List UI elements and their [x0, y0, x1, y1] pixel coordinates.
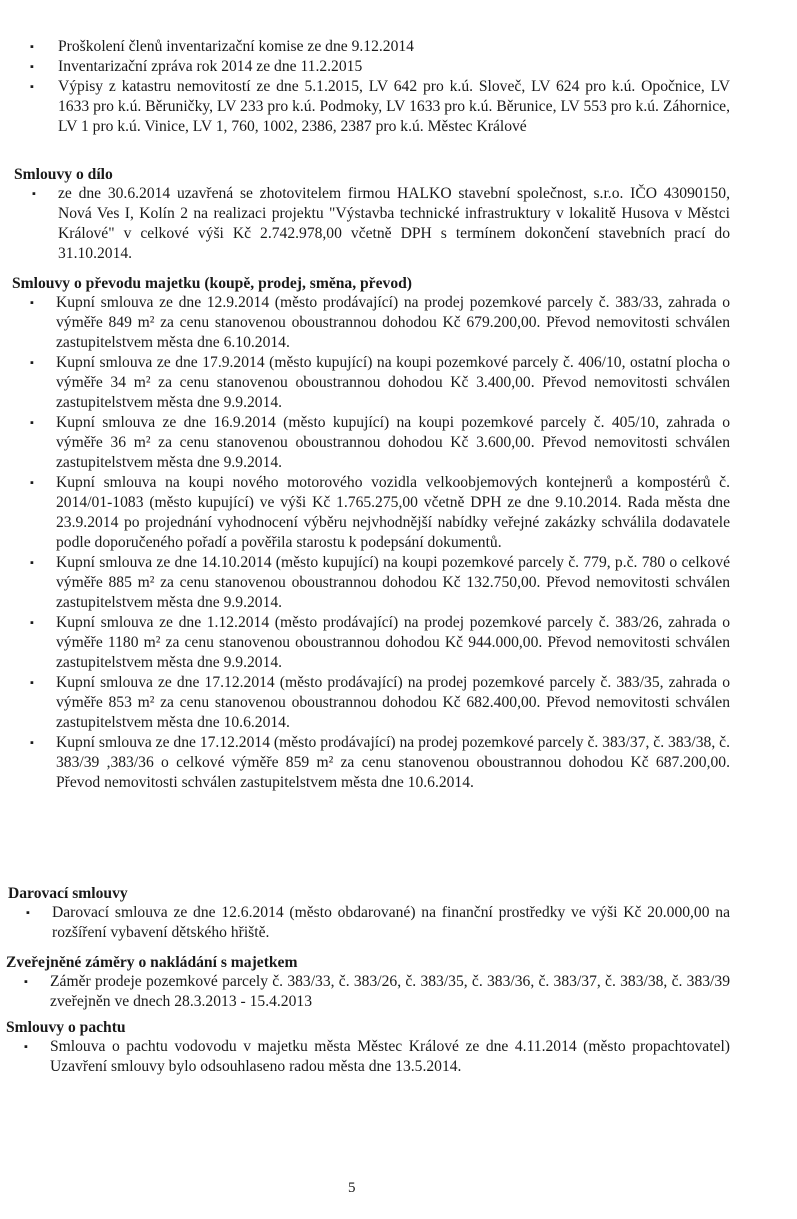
bullet-icon: ▪: [24, 1041, 28, 1053]
list-item-text: Inventarizační zpráva rok 2014 ze dne 11.2.2015: [58, 58, 363, 75]
section-heading: Smlouvy o dílo: [14, 166, 113, 183]
list-item: [24, 1037, 730, 1077]
list-item-text: Záměr prodeje pozemkové parcely č. 383/33, č. 383/26, č. 383/35, č. 383/36, č. 383/37, č. 383/38, č. 383/39 zveřejněn ve dnech 28.3.2013 - 15.4.2013: [50, 973, 730, 1010]
list-item: [30, 613, 730, 673]
list-item-text: Kupní smlouva na koupi nového motorového vozidla velkoobjemových kontejnerů a kompostérů č. 2014/01-1083 (město kupující) ve výši Kč 1.765.275,00 včetně DPH ze dne 9.10.2014. Rada města dne 23.9.2014 po projednání vyhodnocení výběru nejvhodnější nabídky veřejné zakázky schválila dodavatele podle doporučeného pořadí a pověřila starostu k podepsání dokumentů.: [56, 474, 730, 551]
bullet-icon: ▪: [30, 477, 34, 489]
list-item-text: Smlouva o pachtu vodovodu v majetku města Městec Králové ze dne 4.11.2014 (město propachtovatel) Uzavření smlouvy bylo odsouhlaseno radou města dne 13.5.2014.: [50, 1038, 730, 1075]
bullet-icon: ▪: [24, 976, 28, 988]
bullet-icon: ▪: [30, 41, 34, 53]
list-item: [30, 553, 730, 613]
bullet-icon: ▪: [30, 61, 34, 73]
list-item-text: Kupní smlouva ze dne 12.9.2014 (město prodávající) na prodej pozemkové parcely č. 383/33, zahrada o výměře 849 m² za cenu stanovenou oboustrannou dohodou Kč 679.200,00. Převod nemovitosti schválen zastupitelstvem města dne 6.10.2014.: [56, 294, 730, 351]
section-heading: Darovací smlouvy: [8, 885, 128, 902]
page-number: 5: [348, 1180, 356, 1196]
list-item: [30, 733, 730, 793]
list-item: [30, 77, 730, 137]
list-item: [30, 57, 730, 77]
section-darovaci-smlouvy: [8, 884, 730, 943]
section-heading: Smlouvy o převodu majetku (koupě, prodej, směna, převod): [12, 275, 412, 292]
list-item: [32, 184, 730, 264]
list-item-text: Kupní smlouva ze dne 16.9.2014 (město kupující) na koupi pozemkové parcely č. 405/10, zahrada o výměře 36 m² za cenu stanovenou oboustrannou dohodou Kč 3.600,00. Převod nemovitosti schválen zastupitelstvem města dne 9.9.2014.: [56, 414, 730, 471]
list-item-text: Kupní smlouva ze dne 14.10.2014 (město kupující) na koupi pozemkové parcely č. 779, p.č. 780 o celkové výměře 885 m² za cenu stanovenou oboustrannou dohodou Kč 132.750,00. Převod nemovitosti schválen zastupitelstvem města dne 9.9.2014.: [56, 554, 730, 611]
list-item: [30, 293, 730, 353]
section-smlouvy-o-prevodu: [12, 274, 730, 793]
bullet-icon: ▪: [30, 417, 34, 429]
section-heading: Zveřejněné záměry o nakládání s majetkem: [6, 954, 298, 971]
section-smlouvy-o-pachtu: [6, 1018, 730, 1077]
section-zverejnene-zamery: [6, 953, 730, 1012]
bullet-icon: ▪: [30, 737, 34, 749]
list-item-text: ze dne 30.6.2014 uzavřená se zhotovitelem firmou HALKO stavební společnost, s.r.o. IČO 43090150, Nová Ves I, Kolín 2 na realizaci projektu "Výstavba technické infrastruktury v lokalitě Husova v Městci Králové" v celkové výši Kč 2.742.978,00 včetně DPH s termínem dokončení stavebních prací do 31.10.2014.: [58, 185, 730, 262]
list-item: [30, 37, 730, 57]
list-item: [30, 353, 730, 413]
bullet-icon: ▪: [32, 188, 36, 200]
list-item-text: Kupní smlouva ze dne 1.12.2014 (město prodávající) na prodej pozemkové parcely č. 383/26, zahrada o výměře 1180 m² za cenu stanovenou oboustrannou dohodou Kč 944.000,00. Převod nemovitosti schválen zastupitelstvem města dne 9.9.2014.: [56, 614, 730, 671]
list-item: [26, 903, 730, 943]
list-item-text: Kupní smlouva ze dne 17.9.2014 (město kupující) na koupi pozemkové parcely č. 406/10, ostatní plocha o výměře 34 m² za cenu stanovenou oboustrannou dohodou Kč 3.400,00. Převod nemovitosti schválen zastupitelstvem města dne 9.9.2014.: [56, 354, 730, 411]
bullet-icon: ▪: [30, 81, 34, 93]
list-item-text: Darovací smlouva ze dne 12.6.2014 (město obdarované) na finanční prostředky ve výši Kč 20.000,00 na rozšíření vybavení dětského hřiště.: [52, 904, 730, 941]
bullet-icon: ▪: [30, 677, 34, 689]
top-list: [30, 37, 730, 137]
bullet-icon: ▪: [30, 357, 34, 369]
list-item: [24, 972, 730, 1012]
section-smlouvy-o-dilo: [14, 165, 730, 264]
list-item: [30, 473, 730, 553]
list-item-text: Proškolení členů inventarizační komise ze dne 9.12.2014: [58, 38, 414, 55]
list-item-text: Výpisy z katastru nemovitostí ze dne 5.1.2015, LV 642 pro k.ú. Sloveč, LV 624 pro k.ú. Opočnice, LV 1633 pro k.ú. Běruničky, LV 233 pro k.ú. Podmoky, LV 1633 pro k.ú. Běrunice, LV 553 pro k.ú. Záhornice, LV 1 pro k.ú. Vinice, LV 1, 760, 1002, 2386, 2387 pro k.ú. Městec Králové: [58, 78, 730, 135]
list-item: [30, 673, 730, 733]
list-item-text: Kupní smlouva ze dne 17.12.2014 (město prodávající) na prodej pozemkové parcely č. 383/35, zahrada o výměře 853 m² za cenu stanovenou oboustrannou dohodou Kč 682.400,00. Převod nemovitosti schválen zastupitelstvem města dne 10.6.2014.: [56, 674, 730, 731]
section-heading: Smlouvy o pachtu: [6, 1019, 126, 1036]
bullet-icon: ▪: [26, 907, 30, 919]
list-item-text: Kupní smlouva ze dne 17.12.2014 (město prodávající) na prodej pozemkové parcely č. 383/37, č. 383/38, č. 383/39 ,383/36 o celkové výměře 859 m² za cenu stanovenou oboustrannou dohodou Kč 687.200,00. Převod nemovitosti schválen zastupitelstvem města dne 10.6.2014.: [56, 734, 730, 791]
list-item: [30, 413, 730, 473]
bullet-icon: ▪: [30, 557, 34, 569]
bullet-icon: ▪: [30, 297, 34, 309]
bullet-icon: ▪: [30, 617, 34, 629]
